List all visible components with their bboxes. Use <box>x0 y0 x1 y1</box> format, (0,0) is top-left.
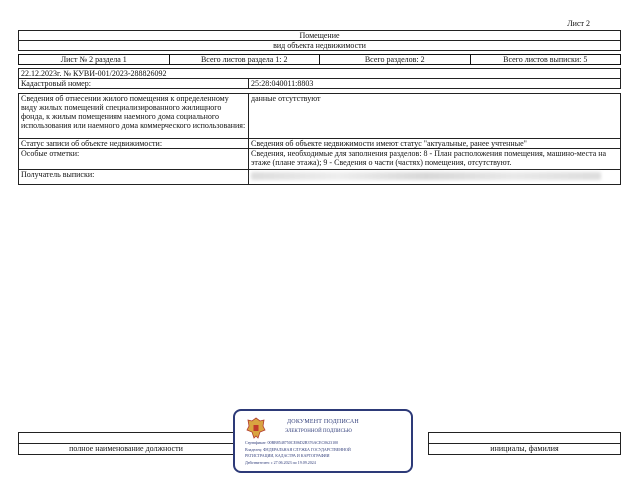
stamp-owner1: Владелец: ФЕДЕРАЛЬНАЯ СЛУЖБА ГОСУДАРСТВЕННОЙ <box>245 447 351 452</box>
sheets-extract: Всего листов выписки: 5 <box>470 55 621 65</box>
table-row <box>19 170 621 185</box>
table-row <box>19 94 621 139</box>
cadastral-value: 25:28:040011:8803 <box>249 79 621 89</box>
header-table <box>18 30 621 51</box>
row-value: Сведения об объекте недвижимости имеют статус "актуальные, ранее учтенные" <box>249 139 621 149</box>
row-value: Сведения, необходимые для заполнения разделов: 8 - План расположения помещения, машино-места на этаже (плане этажа); 9 - Сведения о части (частях) помещения, отсутствуют. <box>249 149 621 170</box>
object-subtitle: вид объекта недвижимости <box>19 41 621 51</box>
e-signature-stamp <box>233 409 413 473</box>
sections-count: Всего разделов: 2 <box>320 55 471 65</box>
date-number: 22.12.2023г. № КУВИ-001/2023-288826092 <box>19 69 621 79</box>
stamp-line1: ДОКУМЕНТ ПОДПИСАН <box>287 419 359 425</box>
sheet-info-row <box>18 54 621 65</box>
coat-of-arms-icon <box>245 416 267 440</box>
recipient-value <box>249 170 621 185</box>
position-label: полное наименование должности <box>19 444 234 455</box>
identification-table <box>18 68 621 89</box>
details-table <box>18 93 621 185</box>
row-label: Особые отметки: <box>19 149 249 170</box>
stamp-cert: Сертификат: 00BB8548750CE06D2B376ACEC0623100 <box>245 440 339 445</box>
object-title: Помещение <box>19 31 621 41</box>
row-label: Статус записи об объекте недвижимости: <box>19 139 249 149</box>
row-label: Получатель выписки: <box>19 170 249 185</box>
stamp-owner2: РЕГИСТРАЦИИ, КАДАСТРА И КАРТОГРАФИИ <box>245 453 330 458</box>
name-label: инициалы, фамилия <box>429 444 621 455</box>
sheet-number: Лист 2 <box>567 19 590 28</box>
row-label: Сведения об отнесении жилого помещения к определенному виду жилых помещений специализированного жилищного фонда, к жилым помещениям наемного дома социального использования или наемного дома коммерческого использования: <box>19 94 249 139</box>
table-row <box>19 149 621 170</box>
sheets-section: Всего листов раздела 1: 2 <box>169 55 320 65</box>
stamp-valid: Действителен: с 27.06.2023 по 19.09.2024 <box>245 460 316 465</box>
stamp-line2: ЭЛЕКТРОННОЙ ПОДПИСЬЮ <box>285 429 352 434</box>
name-cell <box>429 433 621 444</box>
sheet-no: Лист № 2 раздела 1 <box>19 55 170 65</box>
row-value: данные отсутствуют <box>249 94 621 139</box>
cadastral-label: Кадастровый номер: <box>19 79 249 89</box>
position-cell <box>19 433 234 444</box>
table-row <box>19 139 621 149</box>
redacted-text <box>251 172 601 180</box>
